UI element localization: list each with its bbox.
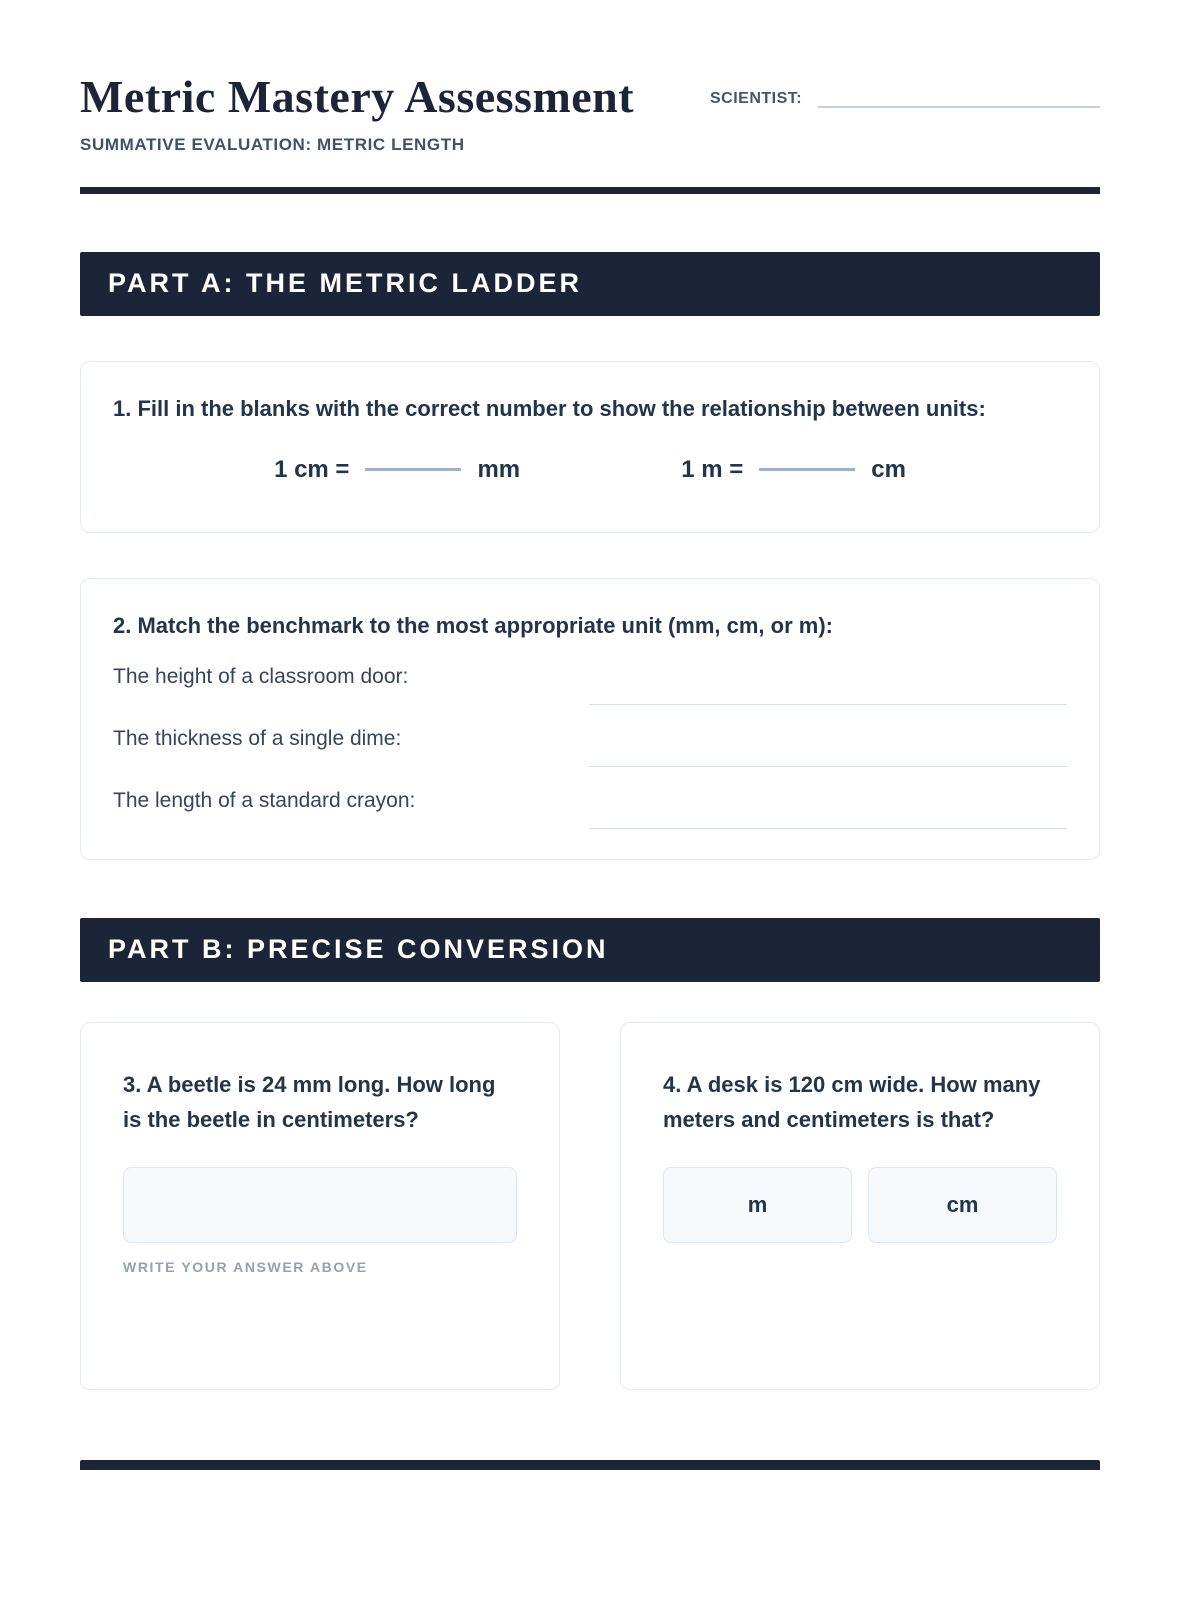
question-1-card (80, 361, 1100, 533)
question-3-answer-input[interactable] (123, 1167, 517, 1243)
match-row (113, 788, 1067, 829)
match-row (113, 726, 1067, 767)
scientist-field (710, 86, 1100, 108)
match-answer-input[interactable] (589, 828, 1067, 829)
part-b-banner: PART B: PRECISE CONVERSION (80, 918, 1100, 982)
question-4-meters-input[interactable]: m (663, 1167, 852, 1243)
question-4-card (620, 1022, 1100, 1390)
question-3-caption: WRITE YOUR ANSWER ABOVE (123, 1259, 368, 1276)
question-1-prompt: 1. Fill in the blanks with the correct number to show the relationship between units: (113, 395, 986, 421)
header-divider (80, 187, 1100, 194)
question-1-equations (113, 456, 1067, 484)
question-3-prompt: 3. A beetle is 24 mm long. How long is the beetle in centimeters? (123, 1071, 496, 1132)
equation-blank-input[interactable] (365, 468, 461, 471)
question-2-prompt: 2. Match the benchmark to the most appropriate unit (mm, cm, or m): (113, 612, 833, 638)
question-2-card (80, 578, 1100, 860)
part-a-banner: PART A: THE METRIC LADDER (80, 252, 1100, 316)
page-subtitle: SUMMATIVE EVALUATION: METRIC LENGTH (80, 134, 465, 154)
next-section-banner-partial (80, 1460, 1100, 1470)
equation-cm-mm (274, 456, 520, 484)
question-4-centimeters-input[interactable]: cm (868, 1167, 1057, 1243)
match-answer-input[interactable] (589, 704, 1067, 705)
question-3-card (80, 1022, 560, 1390)
worksheet-page (80, 0, 1100, 1470)
match-label: The thickness of a single dime: (113, 726, 402, 750)
equation-suffix: cm (871, 455, 906, 483)
equation-m-cm (681, 456, 906, 484)
title-block (80, 72, 634, 155)
scientist-label: SCIENTIST: (710, 90, 803, 107)
match-label: The length of a standard crayon: (113, 788, 416, 812)
scientist-name-input[interactable] (818, 86, 1100, 108)
part-b-questions (80, 1022, 1100, 1390)
equation-prefix: 1 cm = (274, 455, 350, 483)
match-label: The height of a classroom door: (113, 664, 409, 688)
header (80, 72, 1100, 155)
question-4-prompt: 4. A desk is 120 cm wide. How many meters and centimeters is that? (663, 1071, 1041, 1132)
question-4-answers (663, 1167, 1057, 1243)
equation-prefix: 1 m = (681, 455, 744, 483)
page-title: Metric Mastery Assessment (80, 71, 635, 122)
equation-blank-input[interactable] (759, 468, 855, 471)
equation-suffix: mm (477, 455, 521, 483)
match-answer-input[interactable] (589, 766, 1067, 767)
match-row (113, 664, 1067, 705)
